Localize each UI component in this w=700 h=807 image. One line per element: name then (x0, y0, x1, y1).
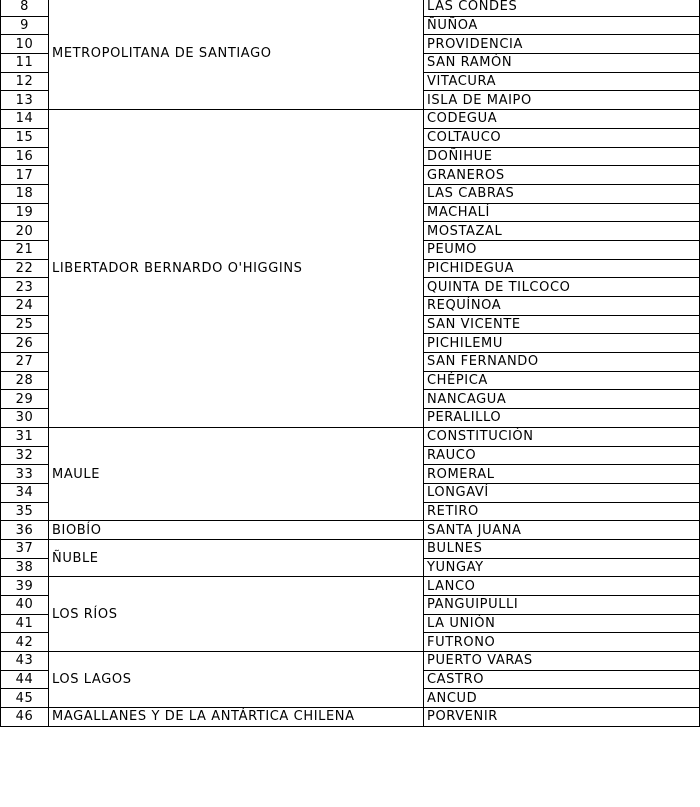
comuna-cell: SAN RAMÓN (424, 54, 700, 73)
comuna-cell: FUTRONO (424, 633, 700, 652)
comuna-cell: PICHIDEGUA (424, 259, 700, 278)
row-number-cell: 14 (1, 110, 49, 129)
comuna-cell: PICHILEMU (424, 334, 700, 353)
table-row (1, 427, 700, 446)
comuna-cell: ROMERAL (424, 465, 700, 484)
row-number-cell: 29 (1, 390, 49, 409)
table-row (1, 708, 700, 727)
table-row (1, 0, 700, 16)
comuna-cell: SANTA JUANA (424, 521, 700, 540)
row-number-cell: 10 (1, 35, 49, 54)
comuna-cell: PUERTO VARAS (424, 652, 700, 671)
row-number-cell: 24 (1, 297, 49, 316)
comuna-cell: ISLA DE MAIPO (424, 91, 700, 110)
comuna-cell: BULNES (424, 539, 700, 558)
row-number-cell: 20 (1, 222, 49, 241)
comuna-cell: PROVIDENCIA (424, 35, 700, 54)
row-number-cell: 37 (1, 539, 49, 558)
comuna-cell: COLTAUCO (424, 128, 700, 147)
row-number-cell: 36 (1, 521, 49, 540)
region-cell: ÑUBLE (49, 539, 424, 576)
region-cell: MAULE (49, 427, 424, 520)
comuna-cell: PANGUIPULLI (424, 596, 700, 615)
row-number-cell: 41 (1, 614, 49, 633)
comuna-cell: PERALILLO (424, 409, 700, 428)
table-row (1, 539, 700, 558)
row-number-cell: 33 (1, 465, 49, 484)
comuna-cell: CHÉPICA (424, 371, 700, 390)
comunas-table-body (1, 0, 700, 726)
row-number-cell: 42 (1, 633, 49, 652)
comuna-cell: RAUCO (424, 446, 700, 465)
row-number-cell: 34 (1, 483, 49, 502)
comuna-cell: VITACURA (424, 72, 700, 91)
row-number-cell: 19 (1, 203, 49, 222)
row-number-cell: 35 (1, 502, 49, 521)
region-cell: LOS RÍOS (49, 577, 424, 652)
row-number-cell: 40 (1, 596, 49, 615)
table-row (1, 652, 700, 671)
row-number-cell: 22 (1, 259, 49, 278)
row-number-cell: 25 (1, 315, 49, 334)
row-number-cell: 17 (1, 166, 49, 185)
row-number-cell: 13 (1, 91, 49, 110)
region-cell: LOS LAGOS (49, 652, 424, 708)
region-cell: METROPOLITANA DE SANTIAGO (49, 0, 424, 110)
row-number-cell: 46 (1, 708, 49, 727)
comuna-cell: CASTRO (424, 670, 700, 689)
table-row (1, 521, 700, 540)
region-cell: MAGALLANES Y DE LA ANTÁRTICA CHILENA (49, 708, 424, 727)
row-number-cell: 21 (1, 240, 49, 259)
row-number-cell: 23 (1, 278, 49, 297)
row-number-cell: 11 (1, 54, 49, 73)
comuna-cell: MOSTAZAL (424, 222, 700, 241)
row-number-cell: 28 (1, 371, 49, 390)
comuna-cell: REQUÍNOA (424, 297, 700, 316)
row-number-cell: 18 (1, 184, 49, 203)
table-row (1, 110, 700, 129)
row-number-cell: 43 (1, 652, 49, 671)
comuna-cell: ANCUD (424, 689, 700, 708)
row-number-cell: 45 (1, 689, 49, 708)
comuna-cell: DOÑIHUE (424, 147, 700, 166)
comuna-cell: SAN VICENTE (424, 315, 700, 334)
comuna-cell: LANCO (424, 577, 700, 596)
comuna-cell: LAS CONDES (424, 0, 700, 16)
row-number-cell: 16 (1, 147, 49, 166)
comuna-cell: SAN FERNANDO (424, 353, 700, 372)
row-number-cell: 44 (1, 670, 49, 689)
comuna-cell: CODEGUA (424, 110, 700, 129)
region-cell: LIBERTADOR BERNARDO O'HIGGINS (49, 110, 424, 428)
row-number-cell: 15 (1, 128, 49, 147)
comuna-cell: MACHALÍ (424, 203, 700, 222)
row-number-cell: 12 (1, 72, 49, 91)
region-cell: BIOBÍO (49, 521, 424, 540)
row-number-cell: 9 (1, 16, 49, 35)
row-number-cell: 30 (1, 409, 49, 428)
row-number-cell: 32 (1, 446, 49, 465)
comuna-cell: QUINTA DE TILCOCO (424, 278, 700, 297)
comuna-cell: ÑUÑOA (424, 16, 700, 35)
row-number-cell: 8 (1, 0, 49, 16)
comuna-cell: LAS CABRAS (424, 184, 700, 203)
comuna-cell: YUNGAY (424, 558, 700, 577)
row-number-cell: 31 (1, 427, 49, 446)
row-number-cell: 27 (1, 353, 49, 372)
comuna-cell: CONSTITUCIÓN (424, 427, 700, 446)
comuna-cell: PEUMO (424, 240, 700, 259)
comuna-cell: LA UNIÓN (424, 614, 700, 633)
row-number-cell: 39 (1, 577, 49, 596)
comuna-cell: LONGAVÍ (424, 483, 700, 502)
table-row (1, 577, 700, 596)
row-number-cell: 38 (1, 558, 49, 577)
comuna-cell: RETIRO (424, 502, 700, 521)
comuna-cell: PORVENIR (424, 708, 700, 727)
row-number-cell: 26 (1, 334, 49, 353)
comuna-cell: NANCAGUA (424, 390, 700, 409)
comuna-cell: GRANEROS (424, 166, 700, 185)
